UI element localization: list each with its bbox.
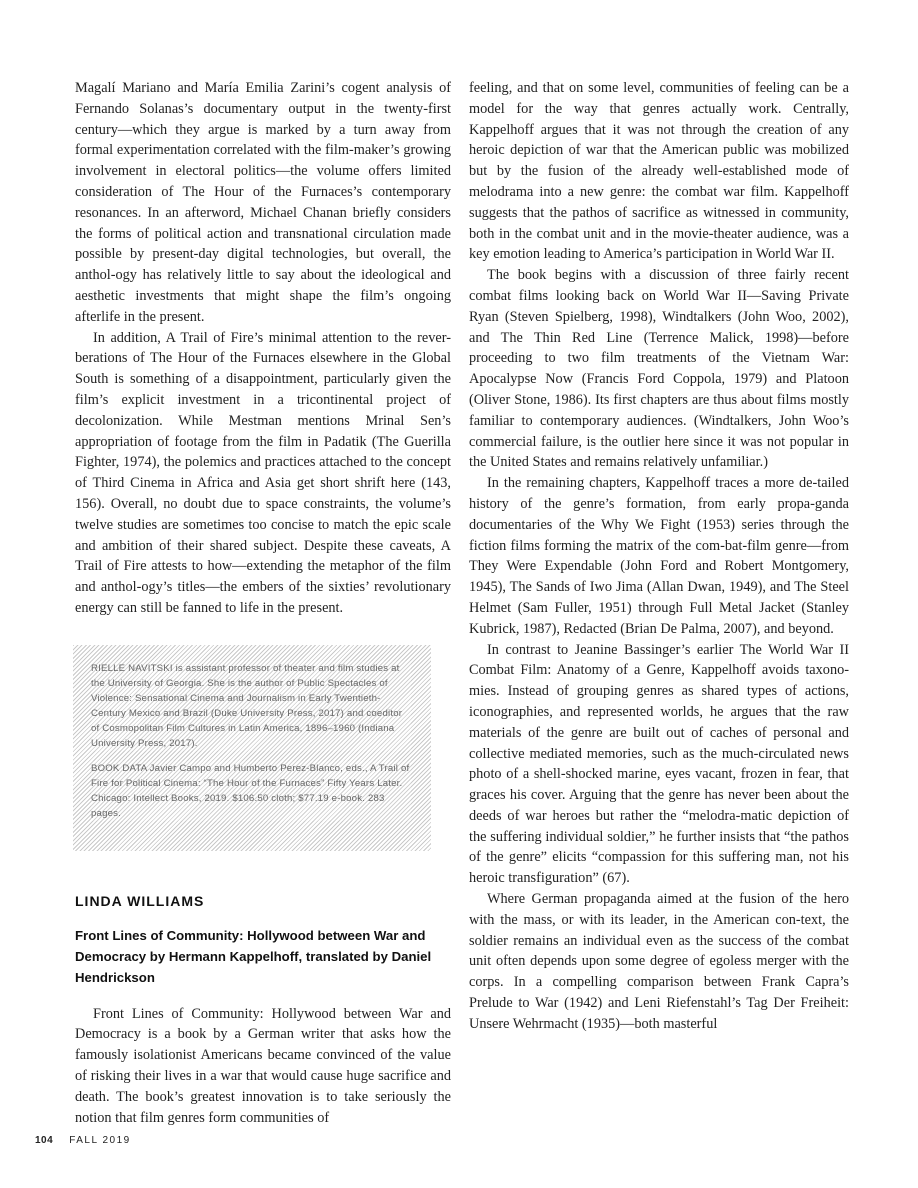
review-body <box>75 1004 451 1129</box>
reviewer-name: LINDA WILLIAMS <box>75 892 205 909</box>
paragraph: Magalí Mariano and María Emilia Zarini’s cogent analysis of Fernando Solanas’s documentary output in the twenty-first century—which they argue is marked by a turn away from formal experimentation correlated with the film-maker’s growing involvement in electoral politics—the volume offers limited consideration of The Hour of the Furnaces’s contemporary resonances. In an afterword, Michael Chanan briefly considers the forms of political action and transnational circulation made possible by present-day digital technologies, but overall, the anthol-ogy has relatively little to say about the ideological and aesthetic investments that might shape the film’s ongoing afterlife in the present. <box>75 80 451 325</box>
issue-label: FALL 2019 <box>69 1135 131 1146</box>
page-footer <box>35 1135 131 1146</box>
author-bio-box <box>73 645 431 851</box>
review-title: Front Lines of Community: Hollywood between War and Democracy by Hermann Kappelhoff, translated by Daniel Hendrickson <box>75 927 432 985</box>
paragraph: In addition, A Trail of Fire’s minimal attention to the rever-berations of The Hour of the Furnaces elsewhere in the Global South is something of a disappointment, particularly given the film’s explicit investment in a tricontinental project of decolonization. While Mestman mentions Mrinal Sen’s appropriation of footage from the film in Padatik (The Guerilla Fighter, 1974), the polemics and practices attached to the concept of Third Cinema in Africa and Asia get short shrift here (143, 156). Overall, no doubt due to space constraints, the volume’s twelve studies are sometimes too concise to match the epic scale and ambition of their shared subject. Despite these caveats, A Trail of Fire attests to how—extending the metaphor of the film and anthol-ogy’s titles—the embers of the sixties’ revolutionary energy can still be fanned to life in the present. <box>75 329 451 616</box>
left-column <box>75 78 451 1128</box>
right-column <box>469 78 849 1035</box>
page-number: 104 <box>35 1135 54 1146</box>
paragraph: Where German propaganda aimed at the fusion of the hero with the mass, or with its leader, in the American con-text, the soldier remains an individual even as the success of the combat unit often depends upon some degree of egoless merger with the corps. In a compelling comparison between Frank Capra’s Prelude to War (1942) and Leni Riefenstahl’s Tag Der Freiheit: Unsere Wehrmacht (1935)—both masterful <box>469 891 849 1032</box>
paragraph: In contrast to Jeanine Bassinger’s earlier The World War II Combat Film: Anatomy of a Genre, Kappelhoff avoids taxono-mies. Instead of grouping genres as shared types of actions, iconographies, and represented worlds, he argues that the raw materials of the genre are built out of caches of personal and collective mediated memories, such as the much-circulated news photo of a shell-shocked marine, eyes vacant, frozen in fear, that graces his cover. Arguing that the genre has never been about the deeds of war heroes but rather the “melodra-matic depiction of the suffering individual soldier,” he further insists that “the pathos of the genre” elicits “compassion for this suffering man, not his heroic transfiguration” (67). <box>469 641 849 887</box>
paragraph: In the remaining chapters, Kappelhoff traces a more de-tailed history of the genre’s formation, from early propa-ganda documentaries of the Why We Fight (1953) series through the fiction films forming the matrix of the com-bat-film genre—from They Were Expendable (John Ford and Robert Montgomery, 1945), The Sands of Iwo Jima (Allan Dwan, 1949), and The Steel Helmet (Sam Fuller, 1951) through Full Metal Jacket (Stanley Kubrick, 1987), Redacted (Brian De Palma, 2007), and beyond. <box>469 475 849 637</box>
book-data: BOOK DATA Javier Campo and Humberto Perez-Blanco, eds., A Trail of Fire for Political Cinema: “The Hour of the Furnaces” Fifty Years Later. Chicago: Intellect Books, 2019. $106.50 cloth; $77.19 e-book. 283 pages. <box>91 762 410 819</box>
paragraph: Front Lines of Community: Hollywood between War and Democracy is a book by a German writer that asks how the famously isolationist Americans became convinced of the value of risking their lives in a war that would cause huge sacrifice and death. The book’s greatest innovation is to take seriously the notion that film genres form communities of <box>75 1005 451 1126</box>
author-bio: RIELLE NAVITSKI is assistant professor of theater and film studies at the University of Georgia. She is the author of Public Spectacles of Violence: Sensational Cinema and Journalism in Early Twentieth-Century Mexico and Brazil (Duke University Press, 2017) and coeditor of Cosmopolitan Film Cultures in Latin America, 1896–1960 (Indiana University Press, 2017). <box>91 661 411 751</box>
paragraph: The book begins with a discussion of three fairly recent combat films looking back on World War II—Saving Private Ryan (Steven Spielberg, 1998), Windtalkers (John Woo, 2002), and The Thin Red Line (Terrence Malick, 1998)—before proceeding to two film treatments of the Vietnam War: Apocalypse Now (Francis Ford Coppola, 1979) and Platoon (Oliver Stone, 1986). Its first chapters are thus about films mostly familiar to contemporary audiences. (Windtalkers, John Woo’s commercial failure, is the outlier here since it was not popular in the United States and remains relatively unfamiliar.) <box>469 267 849 471</box>
paragraph: feeling, and that on some level, communities of feeling can be a model for the way that genres actually work. Centrally, Kappelhoff argues that it was not through the creation of any heroic depiction of war that the American public was mobilized but by the fusion of the already well-established mode of melodrama into a new genre: the combat war film. Kappelhoff suggests that the pathos of sacrifice as witnessed in community, both in the combat unit and in the movie-theater audience, was a key emotion leading to America’s participation in World War II. <box>469 80 849 263</box>
